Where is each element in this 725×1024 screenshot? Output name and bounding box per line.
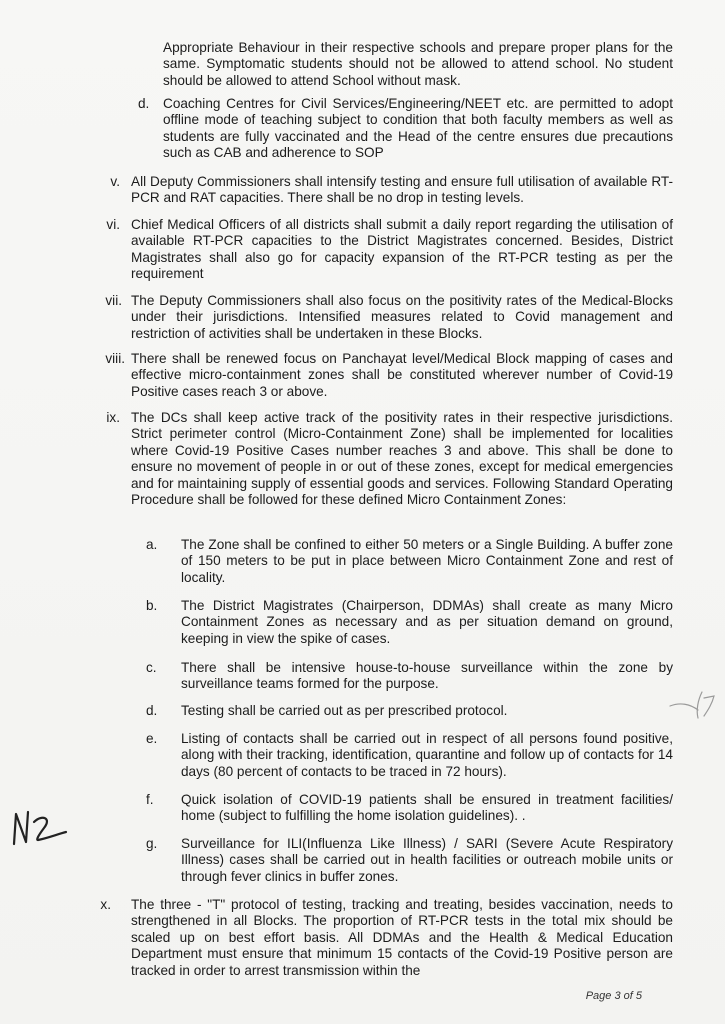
item-v-text: All Deputy Commissioners shall intensify testing and ensure full utilisation of available RT-PCR and RAT capacities. There shall be no drop in testing levels. xyxy=(131,174,673,206)
intro-paragraph: Appropriate Behaviour in their respective schools and prepare proper plans for the same. Symptomatic students should not be allowed to attend school. No student should be allowed to attend School without mask. xyxy=(163,40,673,88)
sub-item-c-text: There shall be intensive house-to-house surveillance within the zone by surveillance teams formed for the purpose. xyxy=(181,660,673,692)
sub-item-b-marker: b. xyxy=(146,598,158,613)
item-vii-text: The Deputy Commissioners shall also focus on the positivity rates of the Medical-Blocks under their jurisdictions. Intensified measures related to Covid management and restriction of activities shall be undertaken in these Blocks. xyxy=(131,293,673,341)
sub-item-d-marker: d. xyxy=(146,703,158,718)
sub-item-b-text: The District Magistrates (Chairperson, DDMAs) shall create as many Micro Containment Zones as necessary and as per situation demand on ground, keeping in view the spike of cases. xyxy=(181,598,673,646)
sub-item-f-marker: f. xyxy=(146,792,154,807)
item-viii-marker: viii. xyxy=(105,351,125,366)
item-vi-text: Chief Medical Officers of all districts shall submit a daily report regarding the utilisation of available RT-PCR capacities to the District Magistrates concerned. Besides, District Magistrates shall also go for capacity expansion of the RT-PCR testing as per the requirement xyxy=(131,217,673,282)
item-x-text: The three - "T" protocol of testing, tracking and treating, besides vaccination, needs to strengthened in all Blocks. The proportion of RT-PCR tests in the total mix should be scaled up on best effort basis. All DDMAs and the Health & Medical Education Department must ensure that minimum 15 contacts of the Covid-19 Positive person are tracked in order to arrest transmission within the xyxy=(131,897,673,978)
item-v-marker: v. xyxy=(110,174,120,189)
sub-item-a-marker: a. xyxy=(146,537,158,552)
item-viii-text: There shall be renewed focus on Panchayat level/Medical Block mapping of cases and effective micro-containment zones shall be constituted wherever number of Covid-19 Positive cases reach 3 or above. xyxy=(131,351,673,399)
item-ix-text: The DCs shall keep active track of the positivity rates in their respective jurisdictions. Strict perimeter control (Micro-Containment Zone) shall be implemented for localities where Covid-19 Positive Cases number reaches 3 and above. This shall be done to ensure no movement of people in or out of these zones, except for medical emergencies and for maintaining supply of essential goods and services. Following Standard Operating Procedure shall be followed for these defined Micro Containment Zones: xyxy=(131,410,673,508)
page-number: Page 3 of 5 xyxy=(585,990,642,1002)
item-vi-marker: vi. xyxy=(106,217,120,232)
item-vii-marker: vii. xyxy=(105,293,122,308)
item-d-top-marker: d. xyxy=(138,96,150,111)
sub-item-a-text: The Zone shall be confined to either 50 meters or a Single Building. A buffer zone of 150 meters to be put in place between Micro Containment Zone and rest of locality. xyxy=(181,537,673,585)
sub-item-g-text: Surveillance for ILI(Influenza Like Illness) / SARI (Severe Acute Respiratory Illness) cases shall be carried out in health facilities or outreach mobile units or through fever clinics in buffer zones. xyxy=(181,836,673,884)
sub-item-g-marker: g. xyxy=(146,836,158,851)
margin-scribble-mark xyxy=(668,688,720,722)
item-ix-marker: ix. xyxy=(106,410,120,425)
sub-item-f-text: Quick isolation of COVID-19 patients shall be ensured in treatment facilities/ home (subject to fulfilling the home isolation guidelines). . xyxy=(181,792,673,824)
sub-item-c-marker: c. xyxy=(146,660,157,675)
sub-item-e-text: Listing of contacts shall be carried out in respect of all persons found positive, along with their tracking, identification, quarantine and follow up of contacts for 14 days (80 percent of contacts to be traced in 72 hours). xyxy=(181,731,673,779)
sub-item-e-marker: e. xyxy=(146,731,158,746)
item-d-top-text: Coaching Centres for Civil Services/Engineering/NEET etc. are permitted to adopt offline mode of teaching subject to condition that both faculty members as well as students are fully vaccinated and the Head of the centre ensures due precautions such as CAB and adherence to SOP xyxy=(163,96,673,161)
sub-item-d-text: Testing shall be carried out as per prescribed protocol. xyxy=(181,703,508,718)
item-x-marker: x. xyxy=(100,897,111,912)
handwritten-initials-mark xyxy=(8,808,70,848)
